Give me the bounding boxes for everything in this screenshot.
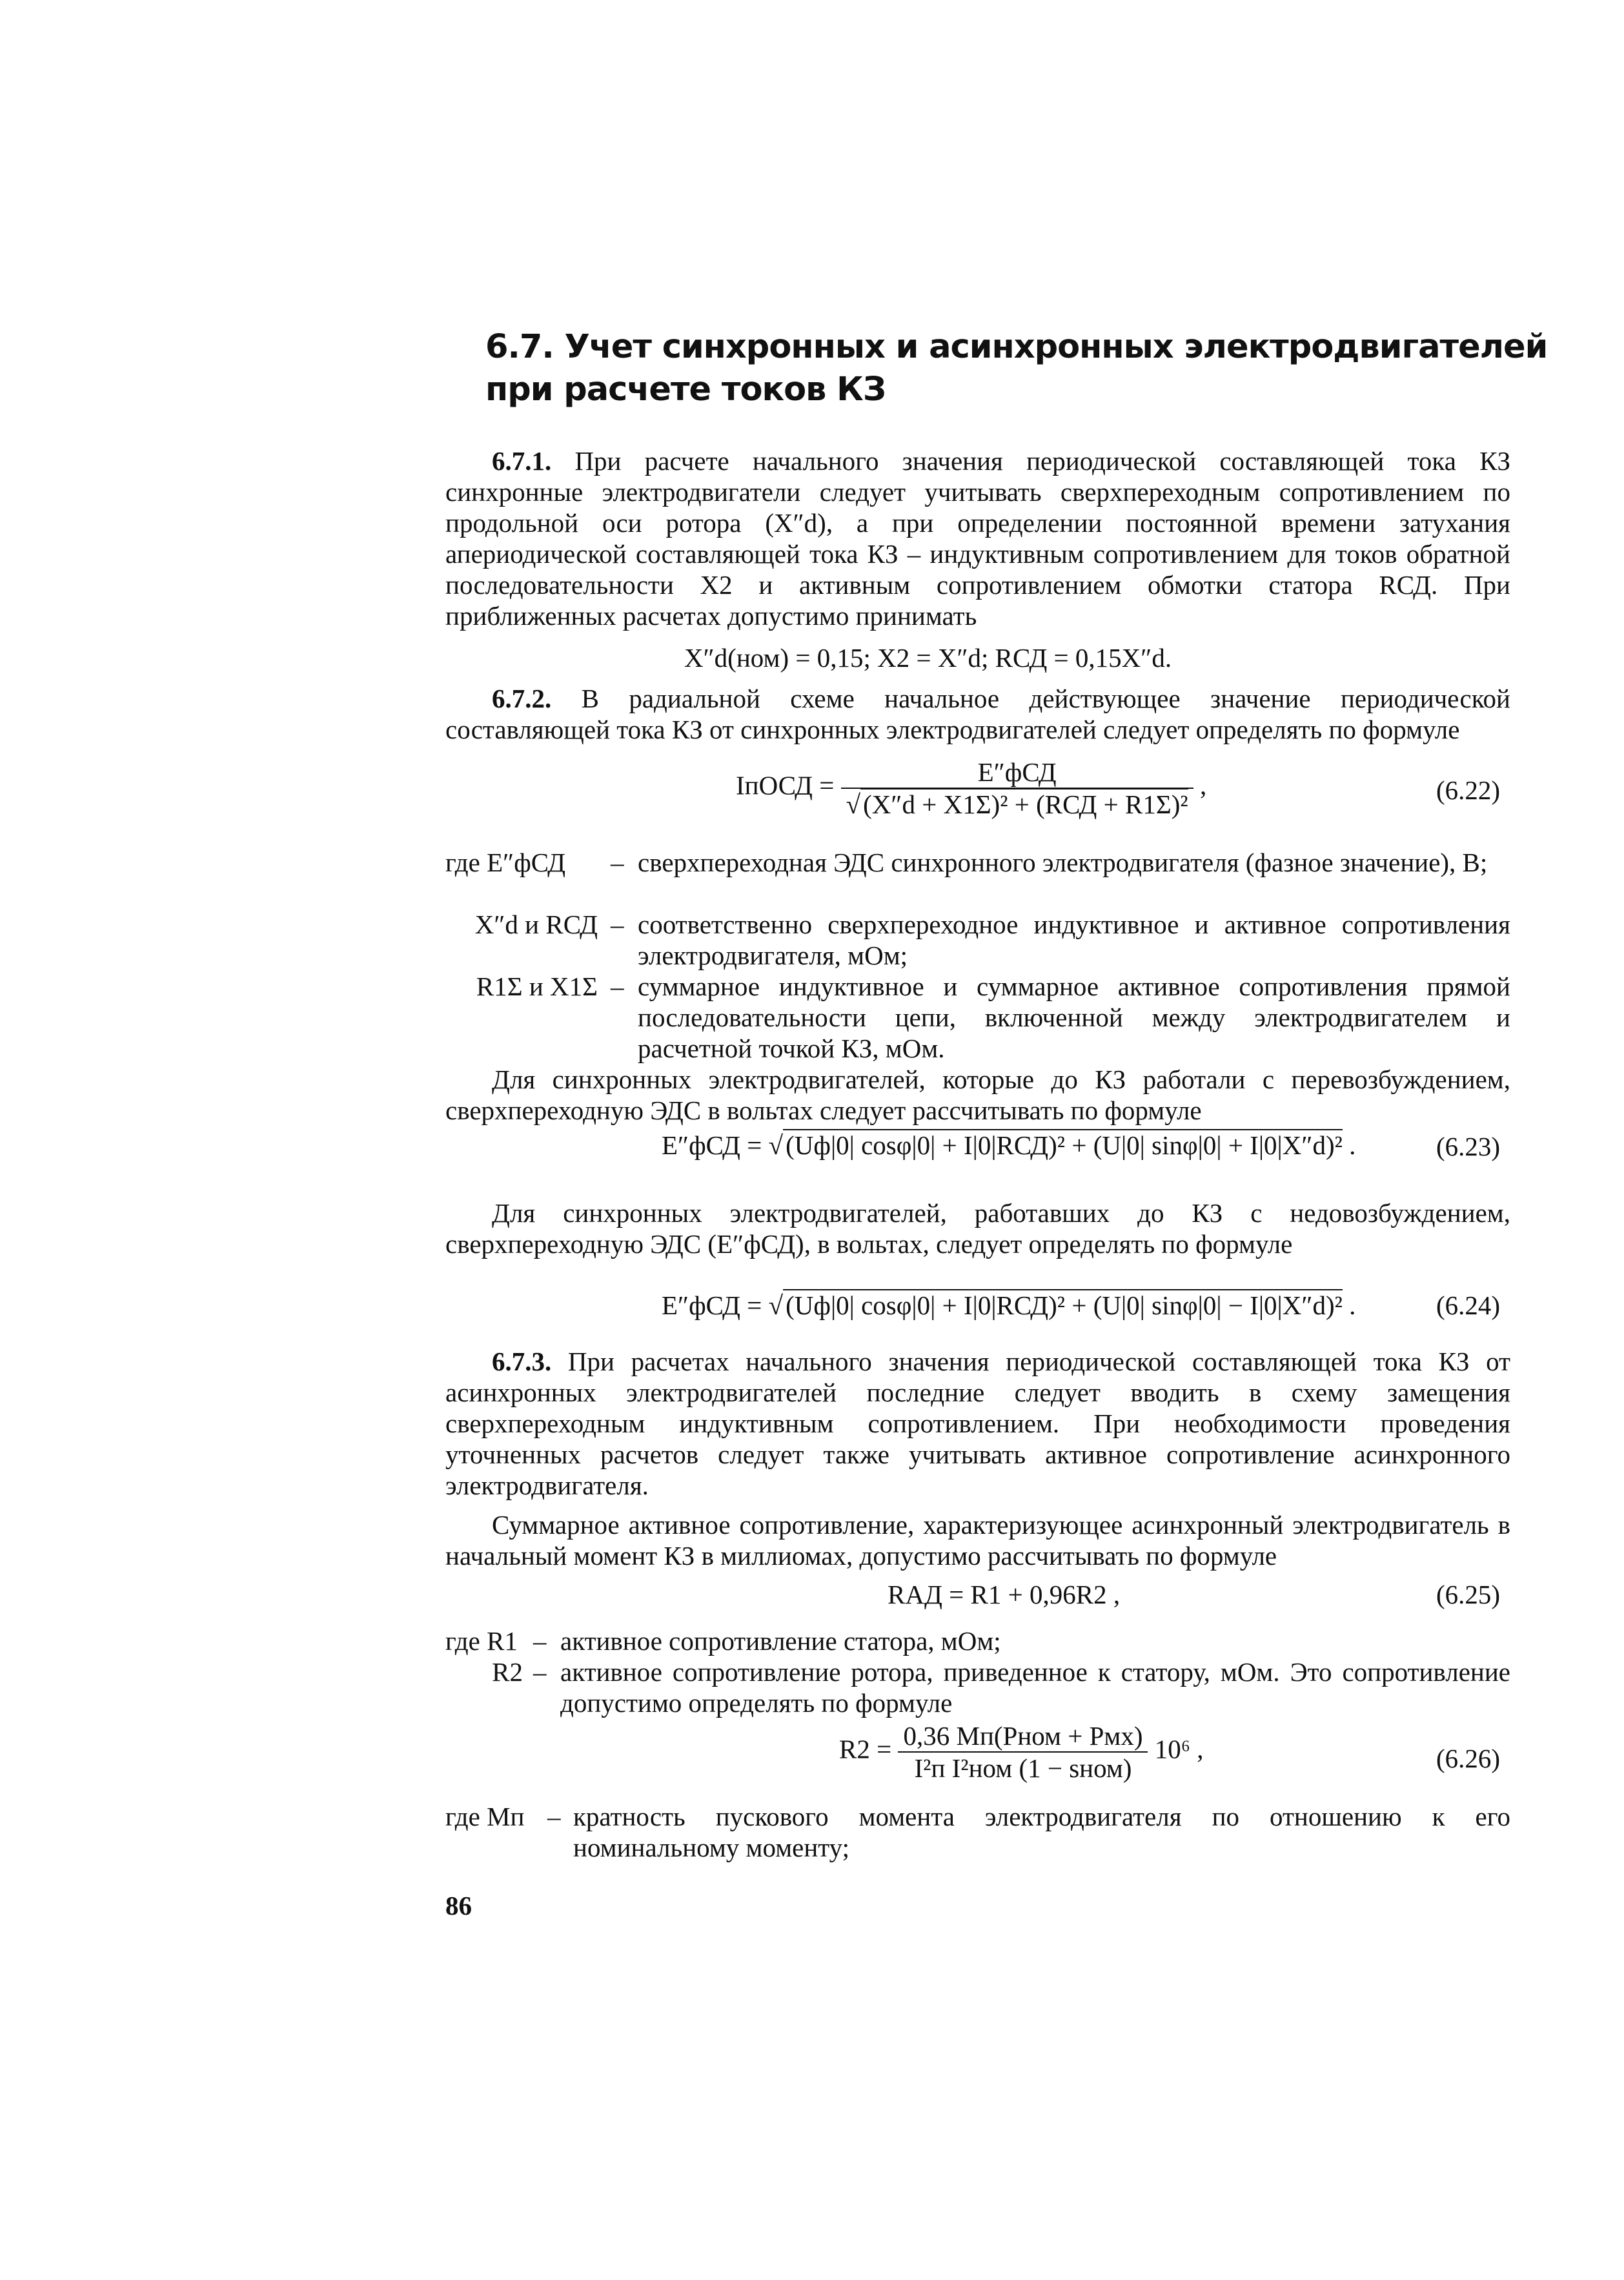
paragraph-text: Для синхронных электродвигателей, которые до КЗ работали с перевозбуждением, сверхпереходную ЭДС в вольтах следует рассчитывать по формуле: [445, 1064, 1510, 1125]
legend-description: кратность пускового момента электродвигателя по отношению к его номинальному моменту;: [573, 1802, 1510, 1862]
equation-number: (6.24): [1436, 1290, 1501, 1320]
paragraph-overexcited: [445, 1064, 1510, 1126]
formula-denominator: I²п I²ном (1 − sном): [914, 1753, 1132, 1783]
legend-dash: –: [611, 910, 624, 939]
formula-tail: .: [1349, 1290, 1356, 1320]
section-heading: [485, 326, 1583, 411]
legend-block-3: [445, 1801, 1510, 1866]
paragraph-underexcited: [445, 1197, 1510, 1259]
legend-item: [445, 847, 1510, 909]
formula-denominator: √(X″d + X1Σ)² + (RСД + R1Σ)²: [846, 789, 1188, 819]
legend-term: R2: [492, 1657, 523, 1687]
legend-dash: –: [533, 1626, 547, 1656]
formula-6-26: [839, 1720, 1204, 1784]
formula-6-23: E″фСД = √(Uф|0| cosφ|0| + I|0|RСД)² + (U|0| sinφ|0| + I|0|X″d)² .: [662, 1130, 1356, 1160]
paragraph-text: Для синхронных электродвигателей, работавших до КЗ с недовозбуждением, сверхпереходную ЭДС (E″фСД), в вольтах, следует определять по формуле: [445, 1198, 1510, 1259]
paragraph-6-7-3: [445, 1346, 1510, 1501]
formula-6-24: E″фСД = √(Uф|0| cosφ|0| + I|0|RСД)² + (U|0| sinφ|0| − I|0|X″d)² .: [662, 1290, 1356, 1320]
paragraph-6-7-1: [445, 445, 1510, 631]
legend-block-1: [445, 847, 1510, 1066]
paragraph-total-resistance: [445, 1509, 1510, 1571]
paragraph-number: 6.7.2.: [492, 684, 552, 713]
formula-lhs: IпОСД =: [736, 770, 835, 800]
formula-radicand: (X″d + X1Σ)² + (RСД + R1Σ)²: [860, 788, 1188, 819]
paragraph-text: В радиальной схеме начальное действующее значение периодической составляющей тока КЗ от синхронных электродвигателей следует определять по формуле: [445, 684, 1510, 744]
legend-description: активное сопротивление статора, мОм;: [560, 1626, 1001, 1656]
paragraph-number: 6.7.1.: [492, 446, 552, 476]
formula-radicand: (Uф|0| cosφ|0| + I|0|RСД)² + (U|0| sinφ|0| − I|0|X″d)²: [783, 1289, 1343, 1320]
legend-dash: –: [611, 848, 624, 877]
legend-description: соответственно сверхпереходное индуктивное и активное сопротивления электродвигателя, мОм;: [638, 910, 1510, 970]
formula-fraction: [841, 757, 1193, 820]
legend-dash: –: [547, 1802, 561, 1831]
formula-lhs: E″фСД =: [662, 1290, 762, 1320]
legend-description: сверхпереходная ЭДС синхронного электродвигателя (фазное значение), В;: [638, 848, 1488, 877]
paragraph-text: При расчете начального значения периодической составляющей тока КЗ синхронные электродвигатели следует учитывать сверхпереходным сопротивлением по продольной оси ротора (X″d), а при определении постоянной времени затухания апериодической составляющей тока КЗ – индуктивным сопротивлением для токов обратной последовательности X2 и активным сопротивлением обмотки статора RСД. При приближенных расчетах допустимо принимать: [445, 446, 1510, 631]
paragraph-number: 6.7.3.: [492, 1347, 552, 1376]
legend-term: R1Σ и X1Σ: [476, 972, 598, 1001]
equation-number: (6.25): [1436, 1580, 1501, 1609]
equation-number: (6.22): [1436, 775, 1501, 805]
equation-number: (6.23): [1436, 1132, 1501, 1161]
legend-dash: –: [611, 972, 624, 1001]
legend-dash: –: [533, 1657, 547, 1687]
legend-term: где Mп: [445, 1802, 525, 1831]
paragraph-6-7-2: [445, 683, 1510, 745]
legend-item: [445, 1801, 1510, 1863]
legend-term: X″d и RСД: [474, 910, 598, 939]
legend-item: [445, 1656, 1510, 1718]
formula-tail: 10⁶ ,: [1154, 1734, 1204, 1764]
legend-term: где E″фСД: [445, 848, 566, 877]
legend-item: [445, 1625, 1510, 1656]
legend-description: активное сопротивление ротора, приведенное к статору, мОм. Это сопротивление допустимо определять по формуле: [560, 1657, 1510, 1718]
formula-numerator: 0,36 Mп(Pном + Pмх): [898, 1720, 1148, 1753]
heading-line-2: при расчете токов КЗ: [485, 371, 886, 409]
formula-6-25: RАД = R1 + 0,96R2 ,: [888, 1580, 1121, 1609]
formula-tail: .: [1349, 1130, 1356, 1160]
formula-approx: X″d(ном) = 0,15; X2 = X″d; RСД = 0,15X″d.: [684, 643, 1172, 673]
legend-term: где R1: [445, 1626, 518, 1656]
legend-block-2: [445, 1625, 1510, 1722]
legend-item: [445, 971, 1510, 1064]
formula-fraction: [898, 1720, 1148, 1784]
heading-line-1: 6.7. Учет синхронных и асинхронных электродвигателей: [485, 328, 1548, 366]
legend-description: суммарное индуктивное и суммарное активное сопротивления прямой последовательности цепи, включенной между электродвигателем и расчетной точкой КЗ, мОм.: [638, 972, 1510, 1063]
page-number: 86: [445, 1891, 472, 1920]
paragraph-text: Суммарное активное сопротивление, характеризующее асинхронный электродвигатель в начальный момент КЗ в миллиомах, допустимо рассчитывать по формуле: [445, 1510, 1510, 1571]
formula-lhs: R2 =: [839, 1734, 892, 1764]
formula-radicand: (Uф|0| cosφ|0| + I|0|RСД)² + (U|0| sinφ|0| + I|0|X″d)²: [783, 1129, 1343, 1160]
formula-6-22: [736, 757, 1206, 820]
formula-tail: ,: [1199, 770, 1207, 800]
paragraph-text: При расчетах начального значения периодической составляющей тока КЗ от асинхронных электродвигателей последние следует вводить в схему замещения сверхпереходным индуктивным сопротивлением. При необходимости проведения уточненных расчетов следует также учитывать активное сопротивление асинхронного электродвигателя.: [445, 1347, 1510, 1500]
formula-numerator: E″фСД: [841, 757, 1193, 789]
legend-item: [445, 909, 1510, 971]
formula-lhs: E″фСД =: [662, 1130, 762, 1160]
equation-number: (6.26): [1436, 1744, 1501, 1773]
